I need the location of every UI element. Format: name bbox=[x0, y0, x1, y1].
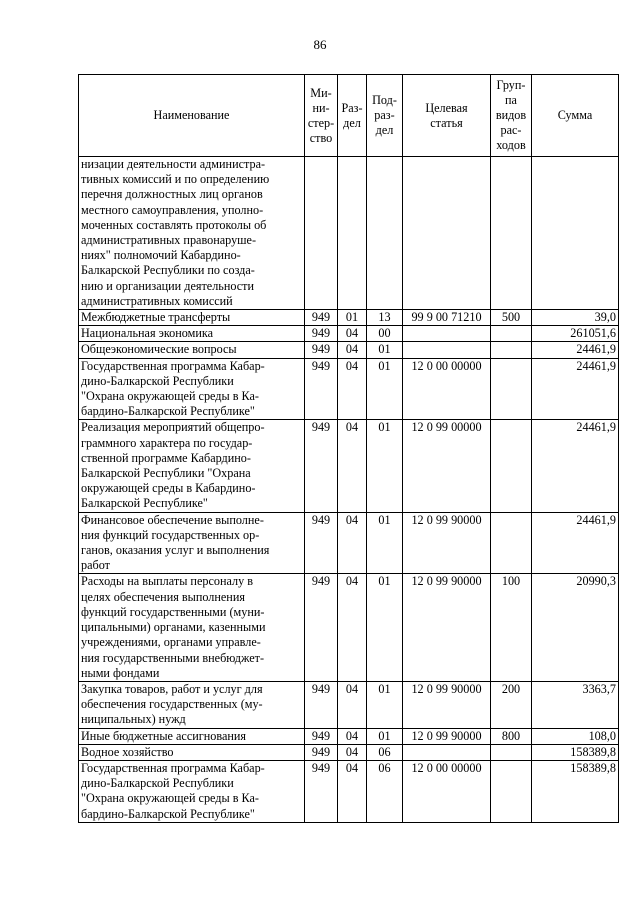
row-section: 01 bbox=[338, 310, 367, 326]
row-section: 04 bbox=[338, 512, 367, 574]
row-group: 800 bbox=[491, 728, 532, 744]
header-ministry: Ми- ни- стер- ство bbox=[305, 75, 338, 157]
page-number: 86 bbox=[313, 37, 327, 52]
row-name: Финансовое обеспечение выполне- ния функций государственных ор- ганов, оказания услуг и выполнения работ bbox=[79, 512, 305, 574]
table-row bbox=[79, 744, 619, 760]
row-sum: 24461,9 bbox=[532, 342, 619, 358]
table-row bbox=[79, 310, 619, 326]
table-row bbox=[79, 326, 619, 342]
row-sum: 24461,9 bbox=[532, 512, 619, 574]
row-section: 04 bbox=[338, 760, 367, 822]
row-group bbox=[491, 157, 532, 310]
row-target bbox=[403, 157, 491, 310]
row-ministry: 949 bbox=[305, 760, 338, 822]
row-group bbox=[491, 760, 532, 822]
header-section: Раз- дел bbox=[338, 75, 367, 157]
header-subsection: Под- раз- дел bbox=[367, 75, 403, 157]
row-name: Иные бюджетные ассигнования bbox=[79, 728, 305, 744]
row-target: 12 0 99 00000 bbox=[403, 420, 491, 512]
header-group: Груп- па видов рас- ходов bbox=[491, 75, 532, 157]
row-group bbox=[491, 744, 532, 760]
table-row bbox=[79, 358, 619, 420]
row-sum: 158389,8 bbox=[532, 760, 619, 822]
row-target: 12 0 99 90000 bbox=[403, 728, 491, 744]
table-row bbox=[79, 342, 619, 358]
row-subsection: 01 bbox=[367, 358, 403, 420]
row-target: 12 0 99 90000 bbox=[403, 681, 491, 728]
row-target: 12 0 00 00000 bbox=[403, 358, 491, 420]
row-name: Реализация мероприятий общепро- граммного характера по государ- ственной программе Кабардино- Балкарской Республики "Охрана окружающей среды в Кабардино- Балкарской Республике" bbox=[79, 420, 305, 512]
row-ministry: 949 bbox=[305, 420, 338, 512]
row-name: Межбюджетные трансферты bbox=[79, 310, 305, 326]
row-ministry: 949 bbox=[305, 681, 338, 728]
row-target: 12 0 00 00000 bbox=[403, 760, 491, 822]
row-group bbox=[491, 326, 532, 342]
row-ministry: 949 bbox=[305, 358, 338, 420]
row-ministry: 949 bbox=[305, 574, 338, 681]
row-ministry: 949 bbox=[305, 342, 338, 358]
row-name: Расходы на выплаты персоналу в целях обеспечения выполнения функций государственными (муни- ципальными) органами, казенными учреждениями, органами управле- ния государственными внебюджет- ными фондами bbox=[79, 574, 305, 681]
row-ministry: 949 bbox=[305, 512, 338, 574]
row-target: 12 0 99 90000 bbox=[403, 512, 491, 574]
row-sum: 20990,3 bbox=[532, 574, 619, 681]
row-section bbox=[338, 157, 367, 310]
table-row bbox=[79, 728, 619, 744]
row-name: Общеэкономические вопросы bbox=[79, 342, 305, 358]
row-subsection: 01 bbox=[367, 342, 403, 358]
row-subsection: 01 bbox=[367, 574, 403, 681]
row-target: 99 9 00 71210 bbox=[403, 310, 491, 326]
row-name: Национальная экономика bbox=[79, 326, 305, 342]
row-sum: 24461,9 bbox=[532, 358, 619, 420]
header-row bbox=[79, 75, 619, 157]
row-subsection: 01 bbox=[367, 420, 403, 512]
row-section: 04 bbox=[338, 728, 367, 744]
row-target bbox=[403, 342, 491, 358]
table-row bbox=[79, 512, 619, 574]
table-row bbox=[79, 760, 619, 822]
row-sum: 158389,8 bbox=[532, 744, 619, 760]
row-name: низации деятельности администра- тивных комиссий и по определению перечня должностных лиц органов местного самоуправления, уполно- моченных составлять протоколы об административных правонаруше- ниях" полномочий Кабардино- Балкарской Республики по созда- нию и организации деятельности административных комиссий bbox=[79, 157, 305, 310]
row-ministry: 949 bbox=[305, 310, 338, 326]
row-name: Государственная программа Кабар- дино-Балкарской Республики "Охрана окружающей среды в Ка- бардино-Балкарской Республике" bbox=[79, 760, 305, 822]
row-section: 04 bbox=[338, 342, 367, 358]
row-section: 04 bbox=[338, 358, 367, 420]
row-subsection: 01 bbox=[367, 512, 403, 574]
table-row bbox=[79, 157, 619, 310]
row-name: Водное хозяйство bbox=[79, 744, 305, 760]
row-section: 04 bbox=[338, 326, 367, 342]
row-subsection: 13 bbox=[367, 310, 403, 326]
row-name: Государственная программа Кабар- дино-Балкарской Республики "Охрана окружающей среды в Ка- бардино-Балкарской Республике" bbox=[79, 358, 305, 420]
row-group bbox=[491, 358, 532, 420]
row-ministry: 949 bbox=[305, 326, 338, 342]
row-target: 12 0 99 90000 bbox=[403, 574, 491, 681]
row-ministry: 949 bbox=[305, 728, 338, 744]
budget-table bbox=[78, 74, 619, 823]
row-subsection: 01 bbox=[367, 681, 403, 728]
row-group bbox=[491, 512, 532, 574]
row-group: 200 bbox=[491, 681, 532, 728]
row-sum bbox=[532, 157, 619, 310]
row-sum: 3363,7 bbox=[532, 681, 619, 728]
table-row bbox=[79, 420, 619, 512]
table-row bbox=[79, 574, 619, 681]
row-group bbox=[491, 420, 532, 512]
table-row bbox=[79, 681, 619, 728]
header-target: Целевая статья bbox=[403, 75, 491, 157]
row-sum: 261051,6 bbox=[532, 326, 619, 342]
row-sum: 39,0 bbox=[532, 310, 619, 326]
row-group: 500 bbox=[491, 310, 532, 326]
row-section: 04 bbox=[338, 681, 367, 728]
row-subsection bbox=[367, 157, 403, 310]
row-group bbox=[491, 342, 532, 358]
row-subsection: 01 bbox=[367, 728, 403, 744]
row-section: 04 bbox=[338, 744, 367, 760]
row-subsection: 00 bbox=[367, 326, 403, 342]
row-name: Закупка товаров, работ и услуг для обеспечения государственных (му- ниципальных) нужд bbox=[79, 681, 305, 728]
header-name: Наименование bbox=[79, 75, 305, 157]
row-target bbox=[403, 744, 491, 760]
row-subsection: 06 bbox=[367, 744, 403, 760]
row-sum: 24461,9 bbox=[532, 420, 619, 512]
row-target bbox=[403, 326, 491, 342]
row-section: 04 bbox=[338, 574, 367, 681]
row-subsection: 06 bbox=[367, 760, 403, 822]
header-sum: Сумма bbox=[532, 75, 619, 157]
row-ministry: 949 bbox=[305, 744, 338, 760]
row-group: 100 bbox=[491, 574, 532, 681]
row-sum: 108,0 bbox=[532, 728, 619, 744]
row-ministry bbox=[305, 157, 338, 310]
row-section: 04 bbox=[338, 420, 367, 512]
